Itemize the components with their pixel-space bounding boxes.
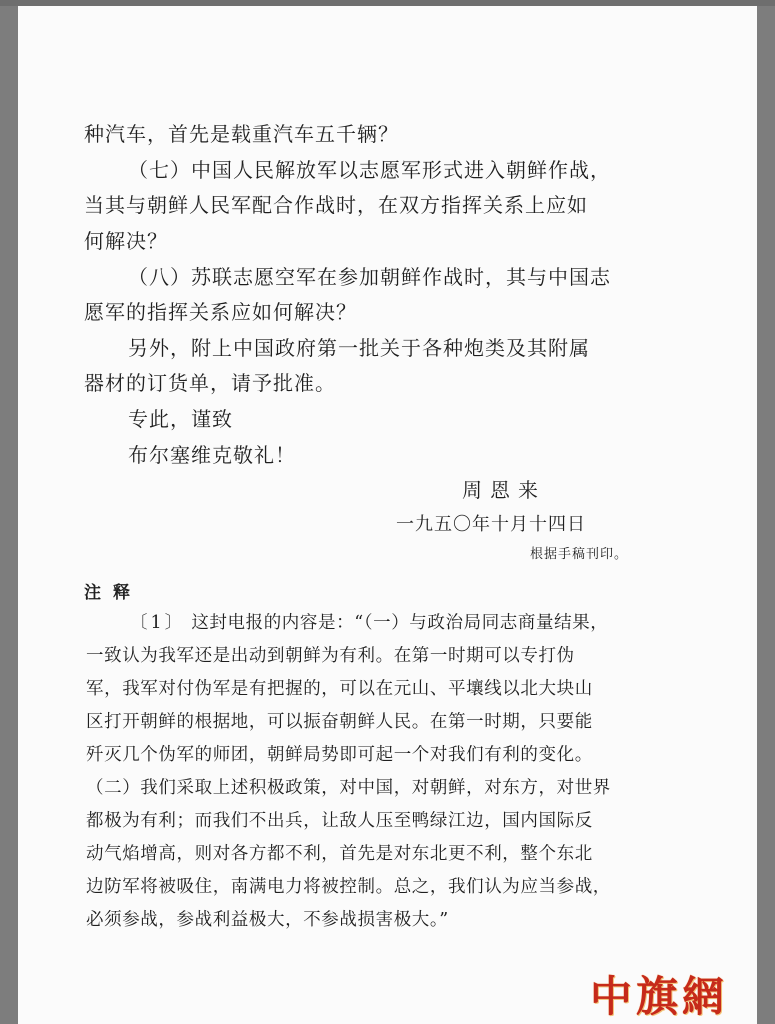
body-line-2: （七）中国人民解放军以志愿军形式进入朝鲜作战， — [128, 158, 611, 182]
body-line-6: 愿军的指挥关系应如何解决？ — [84, 300, 357, 324]
note-line-4: 区打开朝鲜的根据地，可以振奋朝鲜人民。在第一时期，只要能 — [86, 712, 593, 732]
notes-heading: 注释 — [84, 583, 142, 603]
closing-line: 专此，谨致 — [128, 407, 233, 431]
note-first-text: 这封电报的内容是：“（一）与政治局同志商量结果， — [191, 613, 609, 633]
body-line-7: 另外，附上中国政府第一批关于各种炮类及其附属 — [128, 336, 590, 360]
signature: 周恩来 — [462, 478, 546, 502]
note-line-5: 歼灭几个伪军的师团，朝鲜局势即可起一个对我们有利的变化。 — [86, 745, 593, 765]
site-watermark-logo: 中旗網 — [590, 972, 729, 1021]
note-line-9: 边防军将被吸住，南满电力将被控制。总之，我们认为应当参战， — [86, 877, 611, 897]
date-line: 一九五〇年十月十四日 — [396, 514, 586, 535]
note-line-2: 一致认为我军还是出动到朝鲜为有利。在第一时期可以专打伪 — [86, 646, 575, 666]
note-line-10: 必须参战，参战利益极大，不参战损害极大。” — [86, 910, 449, 930]
note-line-6: （二）我们采取上述积极政策，对中国，对朝鲜，对东方，对世界 — [86, 778, 611, 798]
body-line-4: 何解决？ — [84, 229, 168, 253]
body-line-1: 种汽车，首先是载重汽车五千辆？ — [84, 122, 399, 146]
note-line-7: 都极为有利；而我们不出兵，让敌人压至鸭绿江边，国内国际反 — [86, 811, 593, 831]
source-note: 根据手稿刊印。 — [530, 547, 629, 562]
note-line-8: 动气焰增高，则对各方都不利，首先是对东北更不利，整个东北 — [86, 844, 593, 864]
note-first-line — [130, 609, 608, 634]
note-line-3: 军，我军对付伪军是有把握的，可以在元山、平壤线以北大块山 — [86, 679, 593, 699]
body-line-8: 器材的订货单，请予批准。 — [84, 371, 336, 395]
salutation-line: 布尔塞维克敬礼！ — [128, 443, 296, 467]
document-page[interactable] — [18, 6, 757, 1024]
body-line-3: 当其与朝鲜人民军配合作战时，在双方指挥关系上应如 — [84, 193, 588, 217]
body-line-5: （八）苏联志愿空军在参加朝鲜作战时，其与中国志 — [128, 265, 611, 289]
note-marker: 〔1〕 — [130, 613, 186, 633]
